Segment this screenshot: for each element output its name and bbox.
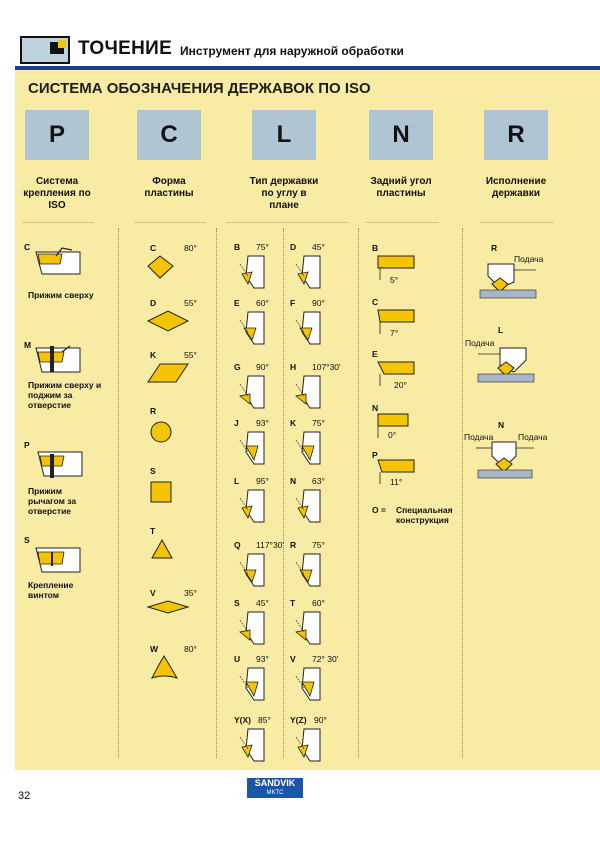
shape-angle: 80° bbox=[184, 644, 197, 654]
holder-type-angle: 95° bbox=[256, 476, 269, 486]
holder-type-code: J bbox=[234, 418, 239, 428]
holder-type-angle: 90° bbox=[314, 715, 327, 725]
holder-type-icon bbox=[292, 254, 326, 292]
holder-type-icon bbox=[236, 254, 270, 292]
triangle-icon bbox=[150, 538, 174, 560]
clearance-code: P bbox=[372, 450, 378, 460]
feed-label: Подача bbox=[518, 432, 548, 442]
holder-type-icon bbox=[236, 374, 270, 412]
holder-type-code: D bbox=[290, 242, 297, 252]
holder-type-icon bbox=[236, 727, 270, 765]
shape-code: V bbox=[150, 588, 156, 598]
trigon-80-icon bbox=[150, 654, 180, 682]
holder-type-code: K bbox=[290, 418, 297, 428]
holder-type-code: E bbox=[234, 298, 240, 308]
holder-type-angle: 93° bbox=[256, 418, 269, 428]
shape-code: R bbox=[150, 406, 157, 416]
version-code: R bbox=[491, 243, 498, 253]
holder-type-code: V bbox=[290, 654, 296, 664]
feed-label: Подача bbox=[465, 338, 495, 348]
holder-type-angle: 90° bbox=[256, 362, 269, 372]
clearance-code: C bbox=[372, 297, 379, 307]
clearance-special-label: Специальная конструкция bbox=[396, 505, 453, 525]
clearance-insert-icon bbox=[376, 412, 420, 440]
rhombus-35-icon bbox=[146, 598, 190, 616]
holder-type-code: L bbox=[234, 476, 240, 486]
section-logo bbox=[20, 36, 70, 64]
page-number: 32 bbox=[18, 790, 31, 802]
column-rule bbox=[365, 222, 439, 223]
holder-type-code: N bbox=[290, 476, 297, 486]
column-heading-clearance: Задний угол пластины bbox=[370, 176, 432, 199]
holder-type-icon bbox=[236, 610, 270, 648]
clearance-code: N bbox=[372, 403, 379, 413]
clamping-code: S bbox=[24, 535, 30, 545]
round-icon bbox=[149, 420, 173, 444]
clamping-code: M bbox=[24, 340, 32, 350]
holder-type-icon bbox=[236, 430, 270, 468]
holder-type-icon bbox=[292, 374, 326, 412]
column-heading-holder-type: Тип державки по углу в плане bbox=[249, 176, 319, 211]
holder-type-icon bbox=[292, 488, 326, 526]
clamp-screw-icon bbox=[34, 544, 84, 576]
holder-type-angle: 93° bbox=[256, 654, 269, 664]
column-divider bbox=[118, 228, 119, 758]
feed-label: Подача bbox=[514, 254, 544, 264]
shape-code: W bbox=[150, 644, 159, 654]
holder-type-angle: 60° bbox=[256, 298, 269, 308]
holder-type-angle: 72° 30' bbox=[312, 654, 339, 664]
clamping-label: Прижим рычагом за отверстие bbox=[28, 486, 77, 516]
holder-type-code: S bbox=[234, 598, 240, 608]
content-panel bbox=[15, 70, 600, 770]
clearance-angle: 0° bbox=[388, 430, 397, 440]
brand-subtitle: MKTC bbox=[266, 790, 284, 796]
shape-angle: 35° bbox=[184, 588, 197, 598]
holder-type-angle: 117°30' bbox=[256, 540, 285, 550]
holder-type-angle: 60° bbox=[312, 598, 325, 608]
holder-type-icon bbox=[292, 610, 326, 648]
clearance-code: E bbox=[372, 349, 378, 359]
holder-type-angle: 85° bbox=[258, 715, 271, 725]
letter-box-c: C bbox=[137, 110, 201, 160]
column-rule bbox=[226, 222, 348, 223]
column-rule bbox=[134, 222, 206, 223]
clamping-code: C bbox=[24, 242, 31, 252]
clearance-code: B bbox=[372, 243, 379, 253]
column-divider bbox=[283, 228, 284, 758]
column-divider bbox=[462, 228, 463, 758]
holder-type-code: H bbox=[290, 362, 297, 372]
clamp-top-icon bbox=[34, 246, 84, 278]
holder-type-code: U bbox=[234, 654, 241, 664]
holder-type-icon bbox=[292, 552, 326, 590]
column-divider bbox=[216, 228, 217, 758]
letter-box-l: L bbox=[252, 110, 316, 160]
shape-code: S bbox=[150, 466, 156, 476]
letter-box-n: N bbox=[369, 110, 433, 160]
clamp-lever-icon bbox=[36, 448, 86, 480]
shape-code: T bbox=[150, 526, 156, 536]
holder-type-angle: 75° bbox=[256, 242, 269, 252]
clamping-code: P bbox=[24, 440, 30, 450]
column-heading-version: Исполнение державки bbox=[485, 176, 547, 199]
holder-type-icon bbox=[236, 310, 270, 348]
clearance-angle: 11° bbox=[390, 477, 403, 487]
clearance-special-code: O = bbox=[372, 505, 386, 515]
shape-code: C bbox=[150, 243, 157, 253]
clearance-angle: 7° bbox=[390, 328, 399, 338]
neutral-holder-icon bbox=[474, 440, 536, 482]
panel-title: СИСТЕМА ОБОЗНАЧЕНИЯ ДЕРЖАВОК ПО ISO bbox=[28, 80, 371, 97]
column-heading-shape: Форма пластины bbox=[144, 176, 194, 199]
holder-type-code: Q bbox=[234, 540, 241, 550]
holder-type-icon bbox=[292, 727, 326, 765]
letter-box-p: P bbox=[25, 110, 89, 160]
shape-angle: 80° bbox=[184, 243, 197, 253]
column-divider bbox=[358, 228, 359, 758]
feed-label: Подача bbox=[464, 432, 494, 442]
holder-type-code: F bbox=[290, 298, 296, 308]
holder-type-code: B bbox=[234, 242, 241, 252]
holder-type-code: R bbox=[290, 540, 297, 550]
version-code: N bbox=[498, 420, 505, 430]
version-code: L bbox=[498, 325, 504, 335]
holder-type-code: T bbox=[290, 598, 296, 608]
clamping-label: Крепление винтом bbox=[28, 580, 74, 600]
holder-type-icon bbox=[236, 488, 270, 526]
holder-type-angle: 63° bbox=[312, 476, 325, 486]
holder-type-icon bbox=[292, 430, 326, 468]
column-rule bbox=[22, 222, 94, 223]
clamping-label: Прижим сверху и поджим за отверстие bbox=[28, 380, 102, 410]
holder-type-icon bbox=[292, 310, 326, 348]
holder-type-angle: 45° bbox=[256, 598, 269, 608]
clamp-top-and-hole-icon bbox=[34, 344, 84, 376]
square-icon bbox=[150, 481, 172, 503]
section-subtitle: Инструмент для наружной обработки bbox=[180, 44, 404, 58]
clearance-angle: 20° bbox=[394, 380, 407, 390]
holder-type-angle: 75° bbox=[312, 540, 325, 550]
shape-angle: 55° bbox=[184, 350, 197, 360]
holder-type-code: Y(X) bbox=[234, 715, 251, 725]
column-heading-clamping: Система крепления по ISO bbox=[23, 176, 91, 211]
left-hand-holder-icon bbox=[474, 346, 536, 386]
holder-type-icon bbox=[236, 552, 270, 590]
right-hand-holder-icon bbox=[478, 262, 540, 302]
holder-type-icon bbox=[292, 666, 326, 704]
shape-code: K bbox=[150, 350, 157, 360]
holder-type-icon bbox=[236, 666, 270, 704]
shape-angle: 55° bbox=[184, 298, 197, 308]
rhombus-80-icon bbox=[146, 254, 176, 280]
parallelogram-55-icon bbox=[146, 362, 190, 384]
shape-code: D bbox=[150, 298, 157, 308]
holder-type-angle: 75° bbox=[312, 418, 325, 428]
clearance-angle: 5° bbox=[390, 275, 399, 285]
column-rule bbox=[480, 222, 554, 223]
section-title: ТОЧЕНИЕ bbox=[78, 38, 173, 59]
holder-type-angle: 90° bbox=[312, 298, 325, 308]
holder-type-code: G bbox=[234, 362, 241, 372]
holder-type-angle: 107°30' bbox=[312, 362, 341, 372]
holder-type-code: Y(Z) bbox=[290, 715, 307, 725]
rhombus-55-icon bbox=[146, 308, 190, 334]
brand-name: SANDVIK bbox=[254, 778, 296, 788]
clamping-label: Прижим сверху bbox=[28, 290, 94, 300]
letter-box-r: R bbox=[484, 110, 548, 160]
brand-logo bbox=[247, 778, 303, 798]
holder-type-angle: 45° bbox=[312, 242, 325, 252]
